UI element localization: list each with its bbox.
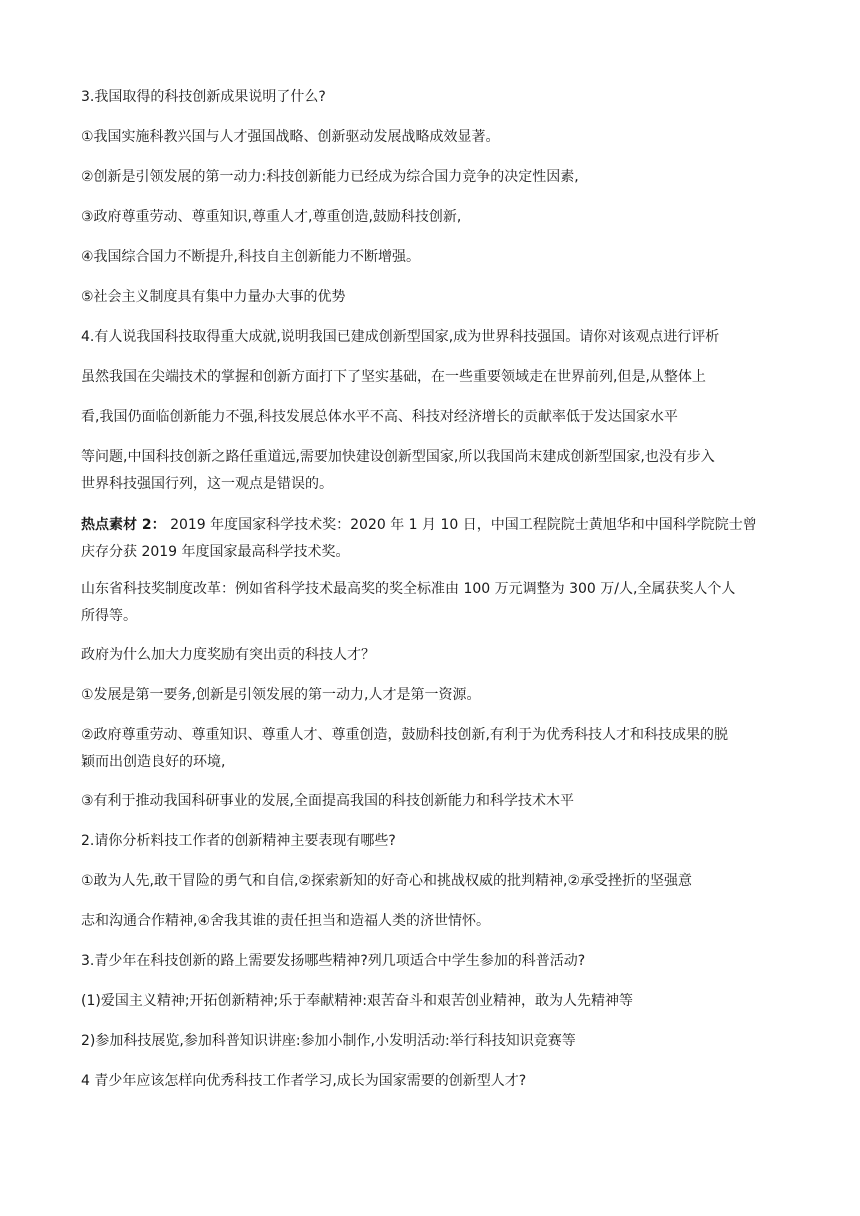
spirit-line-2: 志和沟通合作精神,④舍我其谁的责任担当和造福人类的济世情怀。 xyxy=(81,913,490,929)
question-3b-title: 3.青少年在科技创新的路上需要发扬哪些精神?列几项适合中学生参加的科普活动? xyxy=(81,953,586,969)
question-2-title: 2.请你分析料技工作者的创新精神主要表现有哪些? xyxy=(81,833,396,849)
spirit-line-1: ①敢为人先,敢干冒险的勇气和自信,②探索新知的好奇心和挑战权威的批判精神,②承受挫折的坚强意 xyxy=(81,873,693,889)
hot-material-line-2: 庆存分获 2019 年度国家最高科学技术奖。 xyxy=(81,544,350,560)
hot-material-label: 热点素材 2： xyxy=(81,517,166,533)
activity-answer-2: 2)参加科技展览,参加科普知识讲座:参加小制作,小发明活动:举行科技知识竞赛等 xyxy=(81,1033,576,1049)
hot-material-text: 2019 年度国家科学技术奖：2020 年 1 月 10 日，中国工程院院士黄旭华和中国科学院院士曾 xyxy=(165,517,757,533)
answer-point-3: ③政府尊重劳动、尊重知识,尊重人才,尊重创造,鼓励科技创新, xyxy=(81,209,462,225)
answer-4-line-2: 看,我国仍面临创新能力不强,科技发展总体水平不高、科技对经济增长的贡献率低于发达国家水平 xyxy=(81,409,678,425)
shandong-reform-line-2: 所得等。 xyxy=(81,608,137,624)
answer-4-line-3: 等问题,中国科技创新之路任重道远,需要加快建设创新型国家,所以我国尚末建成创新型国家,也没有步入 xyxy=(81,449,715,465)
reason-point-3: ③有利于推动我国科研事业的发展,全面提高我国的科技创新能力和科学技术木平 xyxy=(81,793,574,809)
reason-point-1: ①发展是第一要务,创新是引领发展的第一动力,人才是第一资源。 xyxy=(81,687,481,703)
question-3-title: 3.我国取得的科技创新成果说明了什么? xyxy=(81,89,326,105)
answer-point-2: ②创新是引领发展的第一动力:科技创新能力已经成为综合国力竞争的决定性因素, xyxy=(81,169,579,185)
answer-point-1: ①我国实施科教兴国与人才强国战略、创新驱动发展战略成效显著。 xyxy=(81,129,500,145)
reason-point-2-line-1: ②政府尊重劳动、尊重知识、尊重人才、尊重创造，鼓励科技创新,有利于为优秀科技人才和科技成果的脱 xyxy=(81,727,728,743)
answer-4-line-1: 虽然我国在尖端技术的掌握和创新方面打下了坚实基础，在一些重要领域走在世界前列,但是,从整体上 xyxy=(81,369,706,385)
hot-material-line-1 xyxy=(81,514,781,536)
answer-point-4: ④我国综合国力不断提升,科技自主创新能力不断增强。 xyxy=(81,249,420,265)
question-4b-title: 4 青少年应该怎样向优秀科技工作者学习,成长为国家需要的创新型人才? xyxy=(81,1073,527,1089)
shandong-reform-line-1: 山东省科技奖制度改革：例如省科学技术最高奖的奖全标准由 100 万元调整为 300 万/人,全属获奖人个人 xyxy=(81,581,736,597)
government-question: 政府为什么加大力度奖励有突出贡的科技人才？ xyxy=(81,647,375,663)
reason-point-2-line-2: 颖而出创造良好的环境, xyxy=(81,754,226,770)
question-4-title: 4.有人说我国科技取得重大成就,说明我国已建成创新型国家,成为世界科技强国。请你对该观点进行评析 xyxy=(81,329,720,345)
spirit-answer-1: (1)爱国主义精神;开拓创新精神;乐于奉献精神:艰苦奋斗和艰苦创业精神，敢为人先精神等 xyxy=(81,993,633,1009)
answer-point-5: ⑤社会主义制度具有集中力量办大事的优势 xyxy=(81,289,346,305)
answer-4-line-4: 世界科技强国行列，这一观点是错误的。 xyxy=(81,476,333,492)
